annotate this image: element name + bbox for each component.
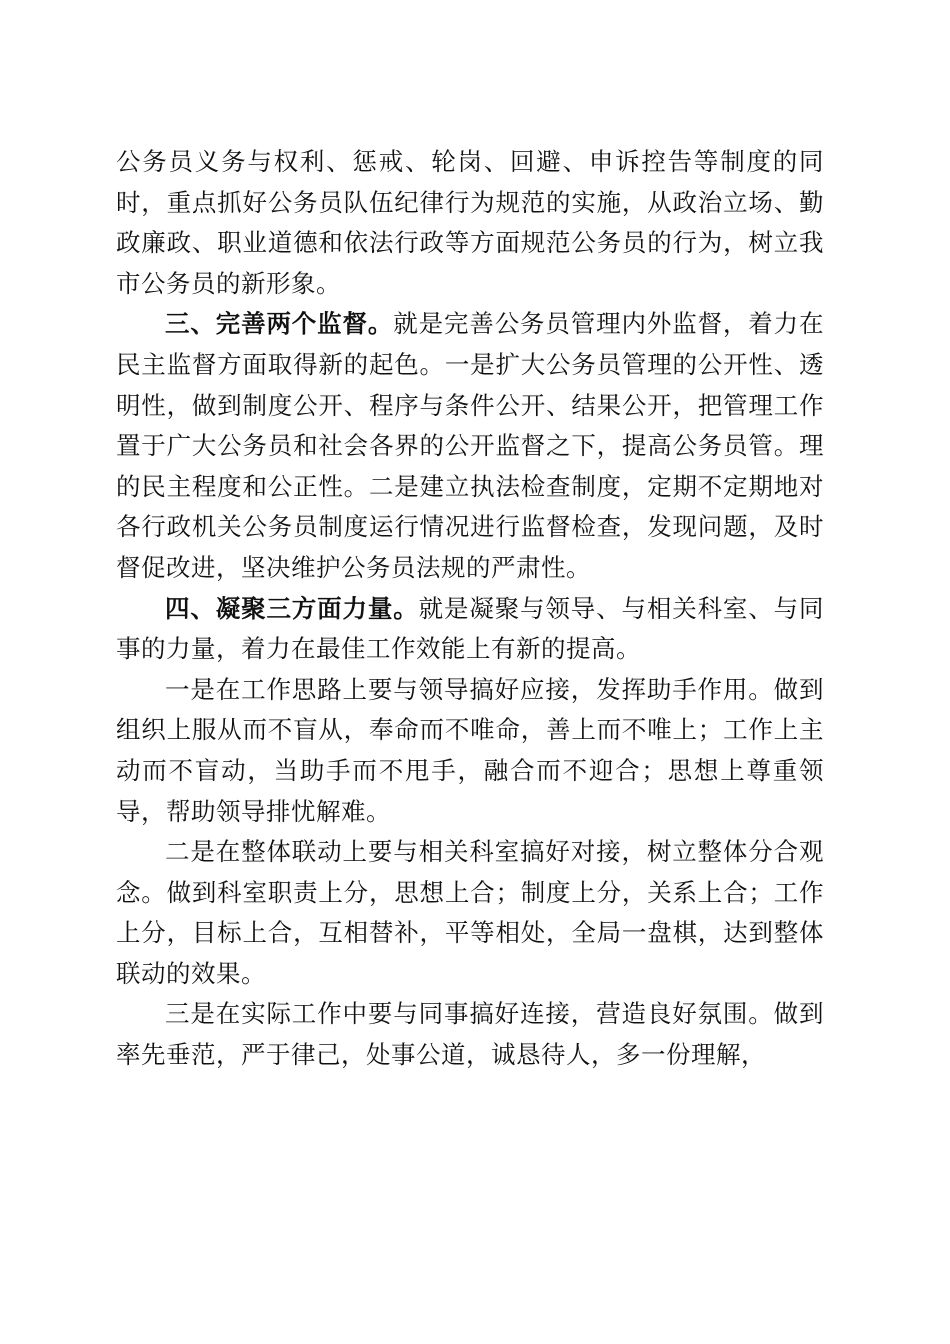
paragraph-section-four [116,589,824,670]
section-heading: 四、凝聚三方面力量。 [165,593,419,623]
paragraph-text: 一是在工作思路上要与领导搞好应接，发挥助手作用。做到组织上服从而不盲从，奉命而不唯命，善上而不唯上；工作上主动而不盲动，当助手而不甩手，融合而不迎合；思想上尊重领导，帮助领导排忧解难。 [116,674,824,826]
paragraph-text: 就是完善公务员管理内外监督，着力在民主监督方面取得新的起色。一是扩大公务员管理的公开性、透明性，做到制度公开、程序与条件公开、结果公开，把管理工作置于广大公务员和社会各界的公开监督之下，提高公务员管。理的民主程度和公正性。二是建立执法检查制度，定期不定期地对各行政机关公务员制度运行情况进行监督检查，发现问题，及时督促改进，坚决维护公务员法规的严肃性。 [116,309,825,582]
paragraph-point-three [116,994,824,1075]
document-body [116,142,824,1076]
paragraph-text: 就是凝聚与领导、与相关科室、与同事的力量，着力在最佳工作效能上有新的提高。 [116,593,825,664]
paragraph-point-two [116,832,824,994]
paragraph-section-three [116,304,824,588]
paragraph-continuation [116,142,824,304]
section-heading: 三、完善两个监督。 [165,309,394,339]
paragraph-text: 二是在整体联动上要与相关科室搞好对接，树立整体分合观念。做到科室职责上分，思想上合；制度上分，关系上合；工作上分，目标上合，互相替补，平等相处，全局一盘棋，达到整体联动的效果。 [116,837,824,988]
paragraph-point-one [116,670,824,832]
paragraph-text: 公务员义务与权利、惩戒、轮岗、回避、申诉控告等制度的同时，重点抓好公务员队伍纪律行为规范的实施，从政治立场、勤政廉政、职业道德和依法行政等方面规范公务员的行为，树立我市公务员的新形象。 [116,147,824,298]
paragraph-text: 三是在实际工作中要与同事搞好连接，营造良好氛围。做到率先垂范，严于律己，处事公道，诚恳待人，多一份理解， [116,999,824,1070]
